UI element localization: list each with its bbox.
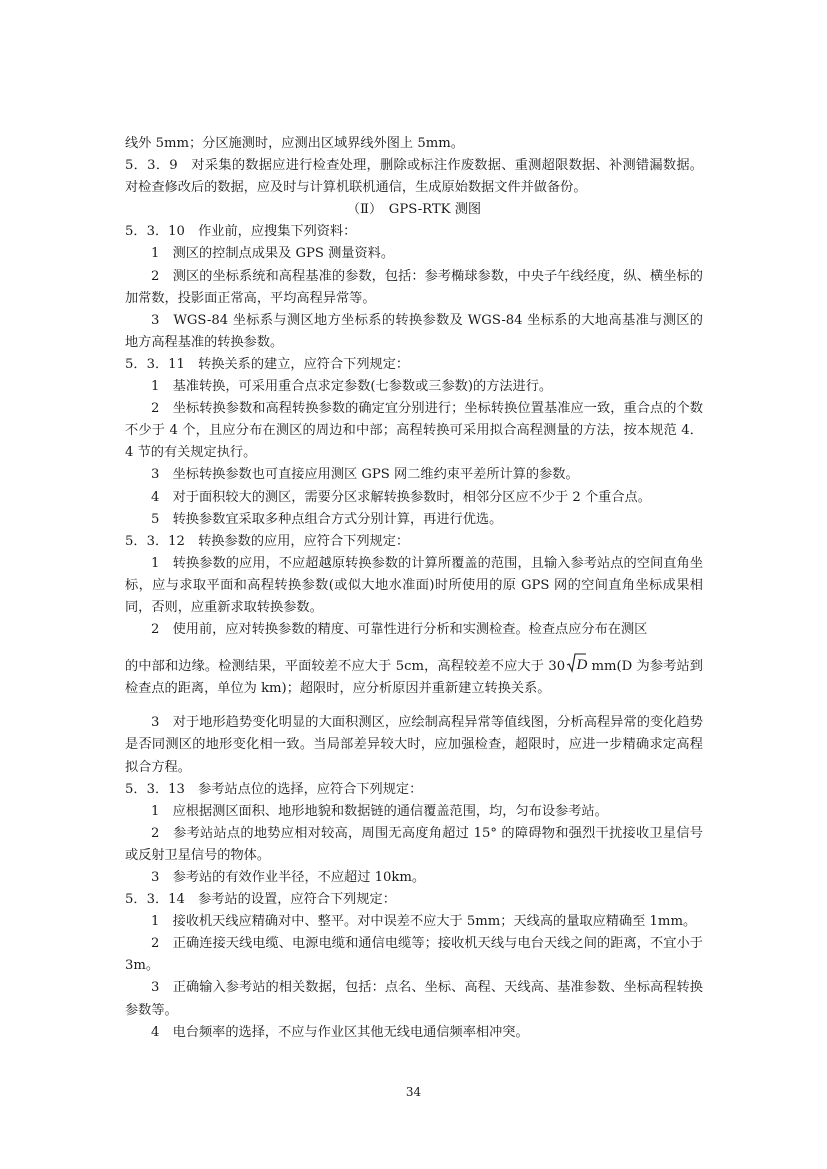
body-text xyxy=(125,133,703,1044)
formula-text-before: 的中部和边缘。检测结果，平面较差不应大于 5cm，高程较差不应大于 30 xyxy=(125,659,566,675)
clause-5-3-11: 5．3．11 转换关系的建立，应符合下列规定： xyxy=(125,356,410,372)
item-1: 1 应根据测区面积、地形地貌和数据链的通信覆盖范围，均，匀布设参考站。 xyxy=(151,803,608,819)
item-4: 4 对于面积较大的测区，需要分区求解转换参数时，相邻分区应不少于 2 个重合点。 xyxy=(151,489,651,505)
clause-5-3-13: 5．3．13 参考站点位的选择，应符合下列规定： xyxy=(125,781,423,797)
item-3: 3 WGS-84 坐标系与测区地方坐标系的转换参数及 WGS-84 坐标系的大地高基准与测区的地方高程基准的转换参数。 xyxy=(125,312,703,350)
item-2: 2 坐标转换参数和高程转换参数的确定宜分别进行；坐标转换位置基准应一致，重合点的个数不少于 4 个，且应分布在测区的周边和中部；高程转换可采用拟合高程测量的方法，按本规范 4．4 节的有关规定执行。 xyxy=(125,401,703,461)
section-heading: （Ⅱ） GPS-RTK 测图 xyxy=(346,202,482,218)
item-1: 1 转换参数的应用，不应超越原转换参数的计算所覆盖的范围，且输入参考站点的空间直角坐标，应与求取平面和高程转换参数(或似大地水准面)时所使用的原 GPS 网的空间直角坐标成果相同，否则，应重新求取转换参数。 xyxy=(125,555,703,615)
item-2: 2 测区的坐标系统和高程基准的参数，包括：参考椭球参数，中央子午线经度，纵、横坐标的加常数，投影面正常高，平均高程异常等。 xyxy=(125,268,703,306)
clause-5-3-12: 5．3．12 转换参数的应用，应符合下列规定： xyxy=(125,533,410,549)
item-1: 1 接收机天线应精确对中、整平。对中误差不应大于 5mm；天线高的量取应精确至 1mm。 xyxy=(151,914,697,930)
clause-5-3-10: 5．3．10 作业前，应搜集下列资料： xyxy=(125,224,357,240)
item-4: 4 电台频率的选择，不应与作业区其他无线电通信频率相冲突。 xyxy=(151,1024,529,1040)
formula-text-after: mm(D 为参考站到检查点的距离，单位为 km)；超限时，应分析原因并重新建立转换关系。 xyxy=(125,659,703,697)
page-number: 34 xyxy=(405,1085,422,1099)
square-root-formula xyxy=(566,653,586,673)
item-1: 1 基准转换，可采用重合点求定参数(七参数或三参数)的方法进行。 xyxy=(151,379,553,395)
item-2: 2 参考站站点的地势应相对较高，周围无高度角超过 15° 的障碍物和强烈干扰接收卫星信号或反射卫星信号的物体。 xyxy=(125,825,703,863)
item-3: 3 参考站的有效作业半径，不应超过 10km。 xyxy=(151,870,426,885)
item-1: 1 测区的控制点成果及 GPS 测量资料。 xyxy=(151,246,395,262)
item-5: 5 转换参数宜采取多种点组合方式分别计算，再进行优选。 xyxy=(151,511,503,527)
clause-5-3-9: 5．3．9 对采集的数据应进行检查处理，删除或标注作废数据、重测超限数据、补测错漏数据。对检查修改后的数据，应及时与计算机联机通信，生成原始数据文件并做备份。 xyxy=(125,158,703,196)
paragraph-continuation: 线外 5mm；分区施测时，应测出区域界线外图上 5mm。 xyxy=(125,136,464,151)
formula-paragraph xyxy=(125,653,703,700)
item-3: 3 坐标转换参数也可直接应用测区 GPS 网二维约束平差所计算的参数。 xyxy=(151,467,579,483)
item-2: 2 正确连接天线电缆、电源电缆和通信电缆等；接收机天线与电台天线之间的距离，不宜小于 3m。 xyxy=(125,936,703,974)
radical-sign-icon xyxy=(566,653,586,673)
radicand: D xyxy=(576,657,588,674)
item-2: 2 使用前，应对转换参数的精度、可靠性进行分析和实测检查。检查点应分布在测区 xyxy=(151,622,648,638)
item-3: 3 正确输入参考站的相关数据，包括：点名、坐标、高程、天线高、基准参数、坐标高程转换参数等。 xyxy=(125,980,703,1018)
item-3: 3 对于地形趋势变化明显的大面积测区，应绘制高程异常等值线图，分析高程异常的变化趋势是否同测区的地形变化相一致。当局部差异较大时，应加强检查，超限时，应进一步精确求定高程拟合方程。 xyxy=(125,715,703,775)
clause-5-3-14: 5．3．14 参考站的设置，应符合下列规定： xyxy=(125,892,396,908)
